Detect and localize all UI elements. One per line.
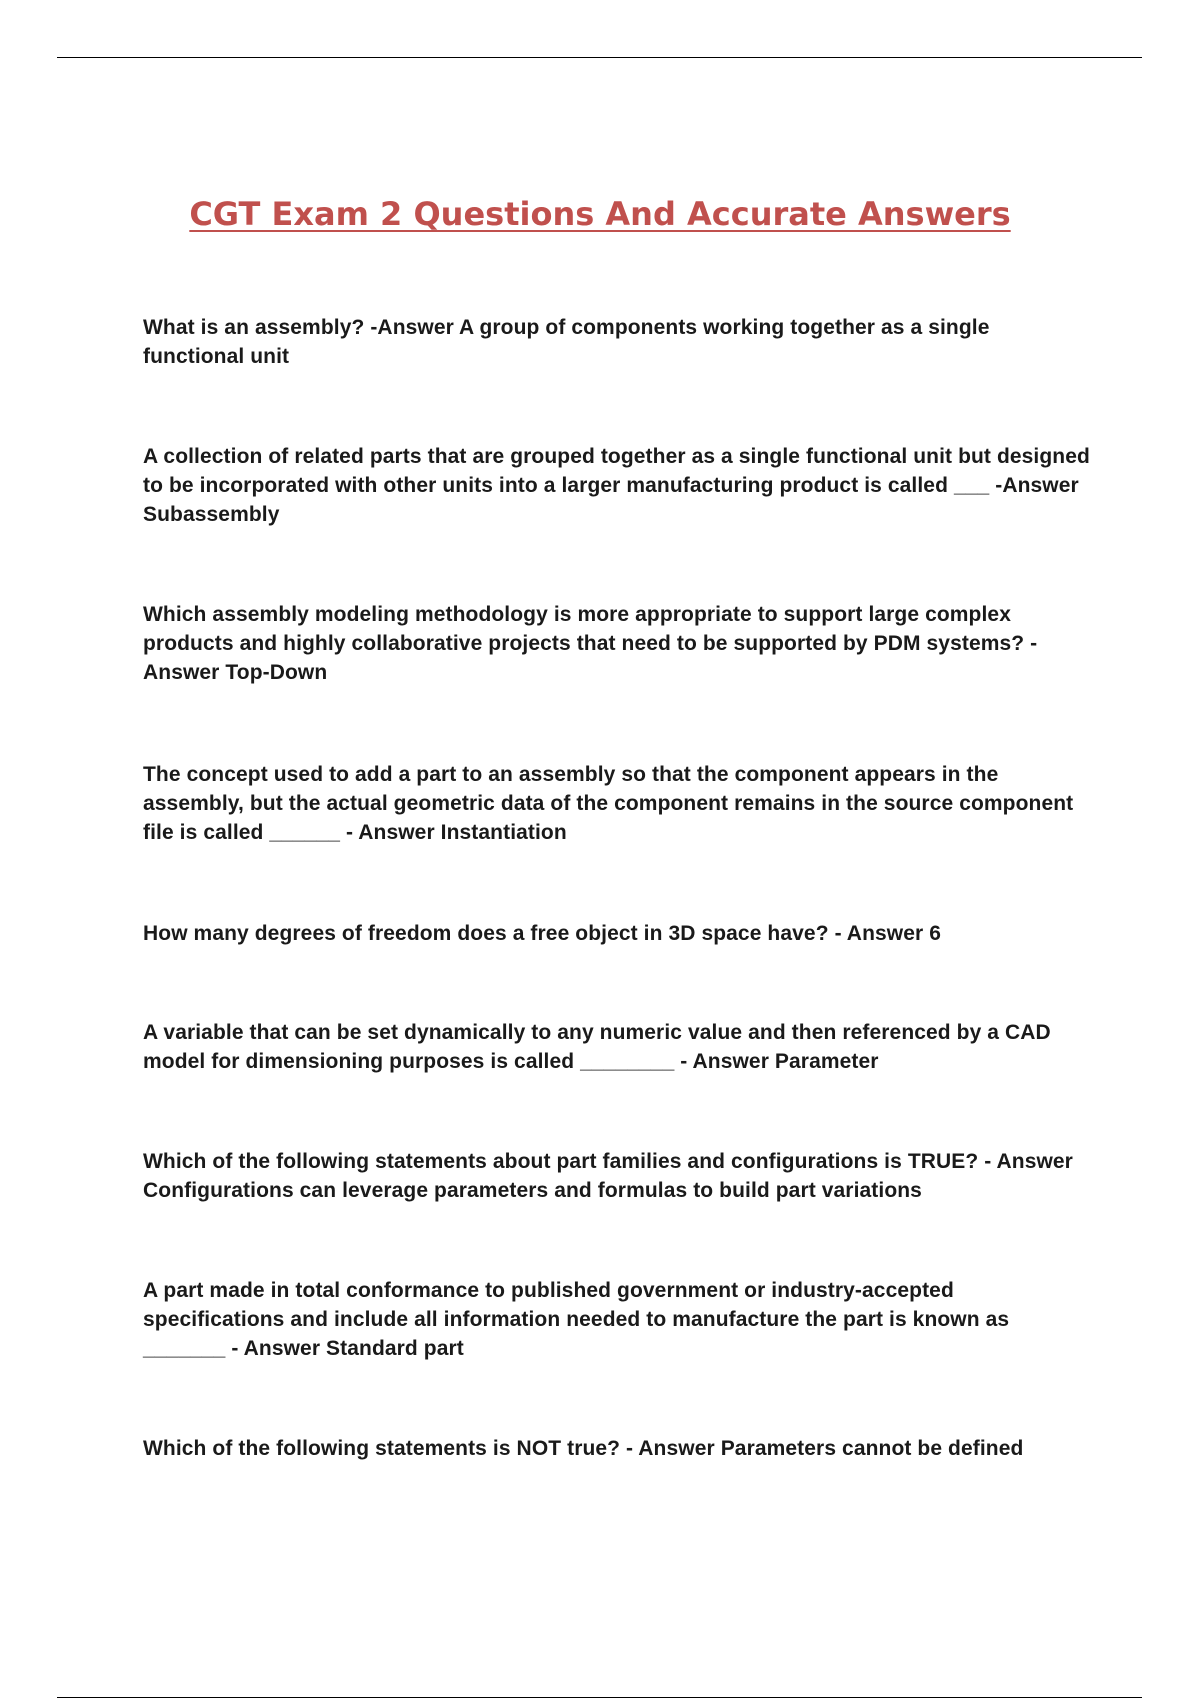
qa-item-6 [143, 1018, 1093, 1076]
bottom-rule [57, 1697, 1142, 1698]
qa-item-8 [143, 1276, 1093, 1363]
question-text: A variable that can be set dynamically to any numeric value and then referenced by a CAD model for dimensioning purposes is called ________ [143, 1021, 1057, 1073]
qa-item-3 [143, 600, 1093, 687]
answer-text: - Answer Top-Down [143, 632, 1043, 684]
page-title: CGT Exam 2 Questions And Accurate Answers [189, 195, 1011, 233]
qa-item-1 [143, 313, 1093, 371]
qa-item-9 [143, 1434, 1093, 1463]
question-text: Which of the following statements about part families and configurations is TRUE? [143, 1150, 985, 1173]
qa-item-4 [143, 760, 1093, 847]
question-text: A part made in total conformance to published government or industry-accepted specifications and include all information needed to manufacture the part is known as _______ [143, 1279, 1016, 1360]
answer-text: -Answer A group of components working together as a single functional unit [143, 316, 996, 368]
answer-text: - Answer 6 [834, 922, 941, 945]
qa-item-5 [143, 919, 1093, 948]
qa-item-2 [143, 442, 1096, 529]
question-text: Which of the following statements is NOT true? [143, 1437, 627, 1460]
answer-text: -Answer Subassembly [143, 474, 1085, 526]
top-rule [57, 57, 1142, 58]
answer-text: - Answer Parameters cannot be defined [626, 1437, 1024, 1460]
answer-text: - Answer Configurations can leverage parameters and formulas to build part variations [143, 1150, 1079, 1202]
question-text: A collection of related parts that are grouped together as a single functional unit but designed to be incorporated with other units into a larger manufacturing product is called ___ [143, 445, 1096, 497]
question-text: Which assembly modeling methodology is more appropriate to support large complex products and highly collaborative projects that need to be supported by PDM systems? [143, 603, 1031, 655]
answer-text: - Answer Parameter [680, 1050, 879, 1073]
qa-item-7 [143, 1147, 1093, 1205]
answer-text: - Answer Instantiation [346, 821, 567, 844]
answer-text: - Answer Standard part [231, 1337, 464, 1360]
question-text: How many degrees of freedom does a free object in 3D space have? [143, 922, 835, 945]
question-text: What is an assembly? [143, 316, 371, 339]
question-text: The concept used to add a part to an assembly so that the component appears in the assembly, but the actual geometric data of the component remains in the source component file is called ______ [143, 763, 1080, 844]
